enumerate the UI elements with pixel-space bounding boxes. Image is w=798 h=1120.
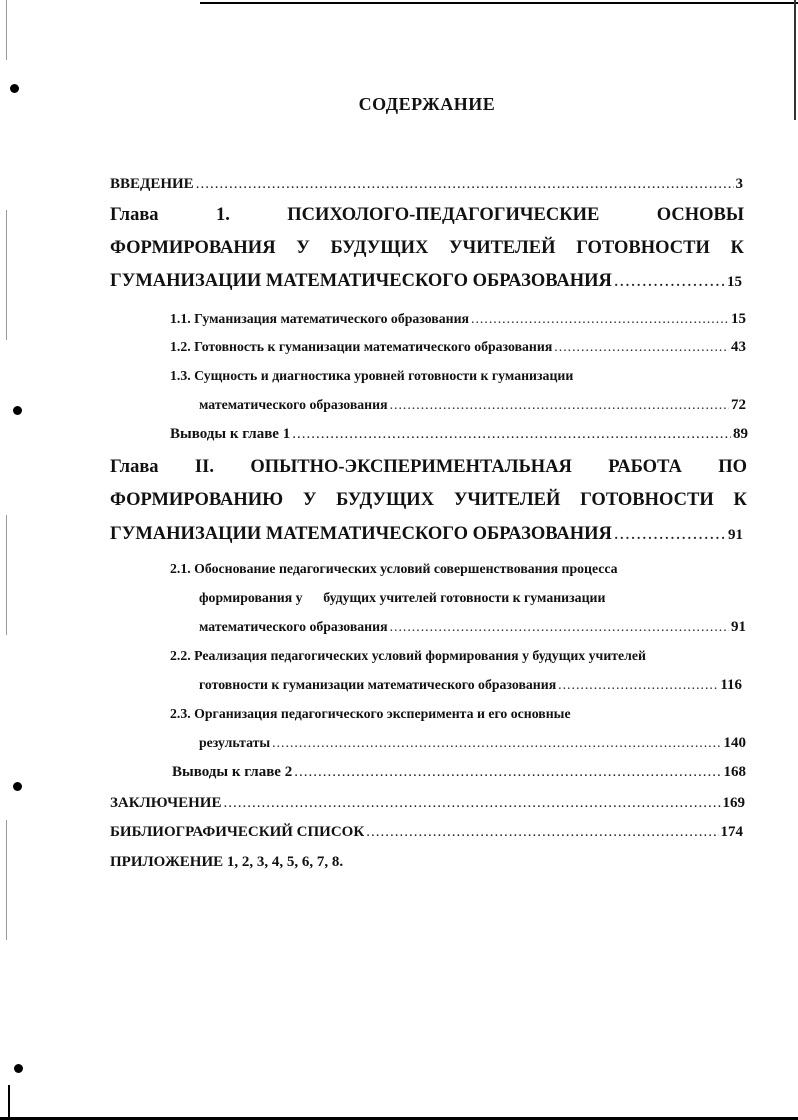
toc-page-number: 15 (731, 311, 746, 327)
scan-edge-left (6, 820, 7, 940)
chapter-label: Глава (110, 457, 159, 477)
toc-entry-bibliography[interactable] (110, 824, 743, 841)
page-title: СОДЕРЖАНИЕ (358, 94, 496, 114)
punch-hole-mark (13, 782, 22, 791)
dot-leader (614, 524, 726, 545)
chapter-2-heading-line-2 (110, 490, 747, 511)
chapter-title-word: ГОТОВНОСТИ (580, 490, 714, 510)
dot-leader (196, 176, 734, 193)
scan-edge-left (6, 210, 7, 340)
section-title-continued: готовности к гуманизации математического образования (199, 677, 557, 692)
section-title: 1.2. Готовность к гуманизации математического образования (170, 339, 553, 354)
chapter-title-word: ГОТОВНОСТИ (576, 238, 710, 258)
conclusions-title: Выводы к главе 1 (170, 426, 291, 442)
chapter-title-line-3: ГУМАНИЗАЦИИ МАТЕМАТИЧЕСКОГО ОБРАЗОВАНИЯ (110, 271, 612, 291)
toc-page-number: 168 (723, 764, 746, 780)
toc-page-number: 15 (727, 274, 742, 290)
toc-entry-appendix[interactable]: ПРИЛОЖЕНИЕ 1, 2, 3, 4, 5, 6, 7, 8. (110, 854, 344, 870)
chapter-title-word: ОПЫТНО-ЭКСПЕРИМЕНТАЛЬНАЯ (250, 457, 572, 477)
dot-leader (390, 619, 729, 635)
toc-entry-chapter-2[interactable] (110, 524, 743, 545)
punch-hole-mark (14, 1064, 23, 1073)
chapter-title-word: РАБОТА (608, 457, 682, 477)
chapter-title-word: У (302, 490, 317, 510)
dot-leader (223, 795, 720, 812)
toc-entry-section-2-1[interactable]: 2.1. Обоснование педагогических условий совершенствования процесса (170, 561, 618, 576)
chapter-title-word: ФОРМИРОВАНИЯ (110, 238, 276, 258)
toc-entry-chapter-1[interactable] (110, 271, 742, 292)
chapter-title-word: К (730, 238, 744, 258)
chapter-title-word: ФОРМИРОВАНИЮ (110, 490, 284, 510)
toc-entry-section-2-2-continued[interactable] (199, 677, 742, 694)
chapter-number: 1. (215, 205, 230, 225)
chapter-title-word: К (733, 490, 747, 510)
dot-leader (390, 397, 729, 413)
dot-leader (294, 764, 721, 781)
chapter-title-word: ПСИХОЛОГО-ПЕДАГОГИЧЕСКИЕ (287, 205, 600, 225)
toc-page-number: 91 (731, 619, 746, 635)
toc-page-number: 89 (733, 426, 748, 442)
punch-hole-mark (10, 84, 19, 93)
chapter-title-word: ОСНОВЫ (656, 205, 744, 225)
dot-leader (366, 824, 718, 841)
toc-page-number: 72 (731, 397, 746, 413)
toc-entry-section-1-1[interactable] (170, 311, 746, 328)
toc-page-number: 174 (720, 824, 743, 840)
section-title-continued: результаты (199, 735, 271, 750)
chapter-number: II. (194, 457, 214, 477)
chapter-title-line-3: ГУМАНИЗАЦИИ МАТЕМАТИЧЕСКОГО ОБРАЗОВАНИЯ (110, 524, 612, 544)
scan-edge-top (200, 2, 798, 4)
chapter-1-heading-line-1 (110, 205, 744, 226)
dot-leader (471, 311, 729, 327)
dot-leader (292, 426, 731, 443)
toc-page-number: 43 (731, 339, 746, 355)
toc-page-number: 140 (723, 735, 746, 751)
toc-entry-section-2-1-continued-2[interactable] (199, 619, 746, 636)
scan-edge-left (6, 515, 7, 635)
dot-leader (272, 735, 721, 751)
dot-leader (554, 339, 729, 355)
toc-entry-section-1-3-continued[interactable] (199, 397, 746, 414)
toc-entry-label: ЗАКЛЮЧЕНИЕ (110, 795, 222, 811)
chapter-title-word: У (296, 238, 310, 258)
dot-leader (558, 677, 718, 693)
toc-entry-conclusion[interactable] (110, 795, 745, 812)
toc-entry-section-1-3[interactable]: 1.3. Сущность и диагностика уровней готовности к гуманизации (170, 368, 574, 383)
toc-entry-chapter-1-conclusions[interactable] (170, 426, 748, 443)
toc-entry-chapter-2-conclusions[interactable] (172, 764, 746, 781)
chapter-1-heading-line-2 (110, 238, 744, 259)
chapter-title-word: УЧИТЕЛЕЙ (449, 238, 556, 258)
conclusions-title: Выводы к главе 2 (172, 764, 293, 780)
chapter-label: Глава (110, 205, 159, 225)
chapter-title-word: БУДУЩИХ (330, 238, 429, 258)
section-title-continued: математического образования (199, 619, 388, 634)
toc-entry-label: ВВЕДЕНИЕ (110, 176, 194, 192)
scan-edge-left (6, 0, 7, 60)
chapter-title-word: УЧИТЕЛЕЙ (453, 490, 561, 510)
dot-leader (614, 271, 725, 292)
scan-edge-corner (8, 1085, 10, 1117)
toc-entry-section-2-1-continued[interactable]: формирования у будущих учителей готовности к гуманизации (199, 590, 606, 605)
toc-page-number: 91 (728, 527, 743, 543)
toc-entry-section-1-2[interactable] (170, 339, 746, 356)
toc-entry-introduction[interactable] (110, 176, 743, 193)
chapter-title-word: ПО (718, 457, 747, 477)
toc-entry-section-2-2[interactable]: 2.2. Реализация педагогических условий формирования у будущих учителей (170, 648, 646, 663)
section-title: 1.1. Гуманизация математического образования (170, 311, 470, 326)
toc-entry-section-2-3-continued[interactable] (199, 735, 746, 752)
punch-hole-mark (13, 406, 22, 415)
section-title-continued: математического образования (199, 397, 388, 412)
toc-entry-section-2-3[interactable]: 2.3. Организация педагогического эксперимента и его основные (170, 706, 571, 721)
toc-entry-label: БИБЛИОГРАФИЧЕСКИЙ СПИСОК (110, 824, 365, 840)
chapter-title-word: БУДУЩИХ (336, 490, 435, 510)
toc-page-number: 169 (722, 795, 745, 811)
toc-page-number: 116 (720, 677, 742, 693)
toc-page-number: 3 (735, 176, 743, 192)
chapter-2-heading-line-1 (110, 457, 747, 478)
